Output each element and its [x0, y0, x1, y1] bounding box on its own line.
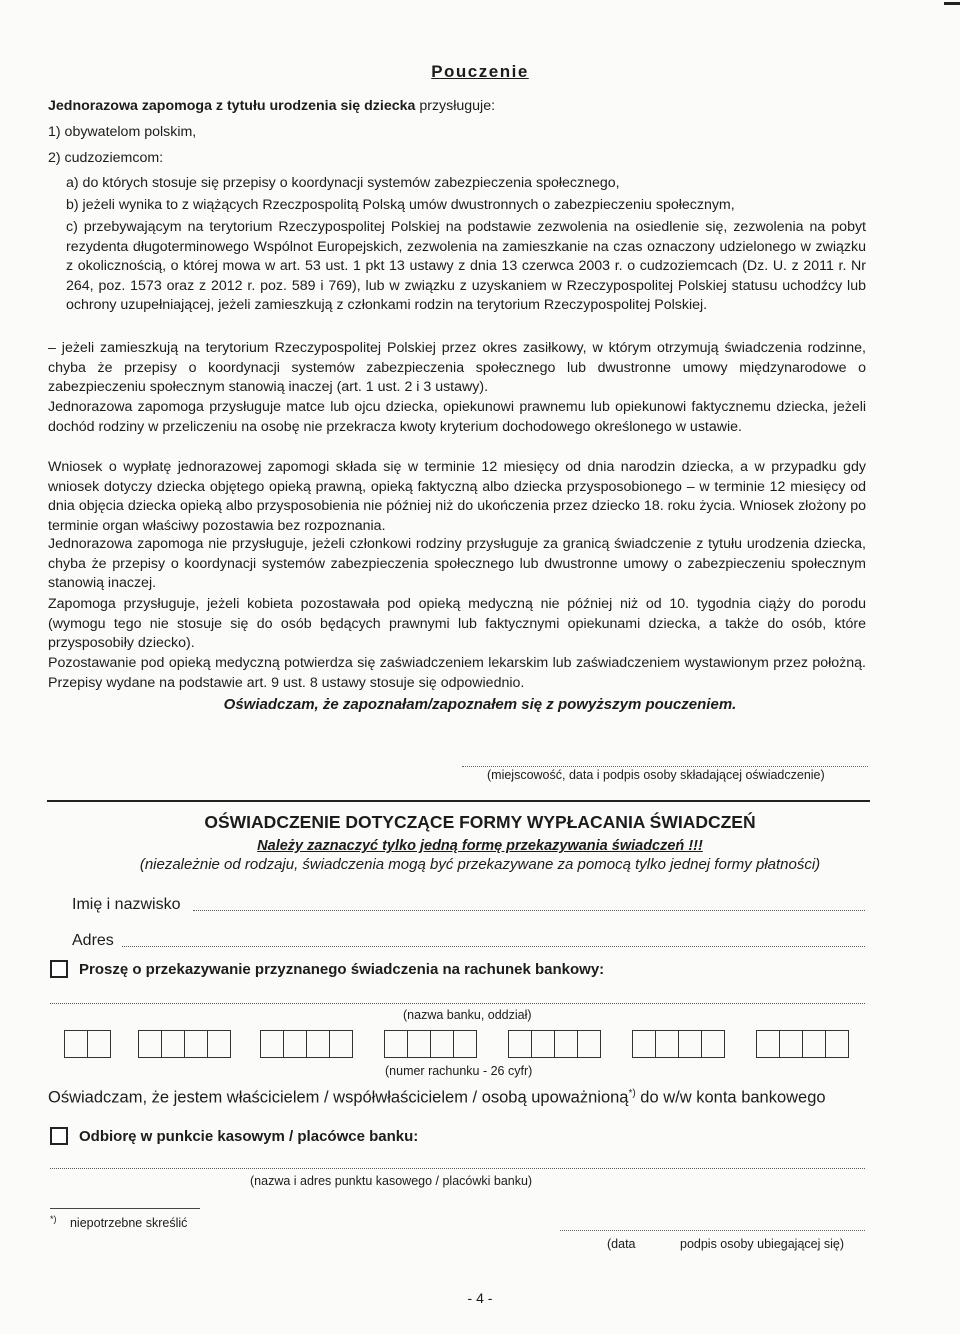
digit-box[interactable]: [283, 1030, 307, 1058]
footnote-rule: [50, 1208, 200, 1209]
intro-bold: Jednorazowa zapomoga z tytułu urodzenia się dziecka: [48, 98, 416, 114]
digit-box[interactable]: [756, 1030, 780, 1058]
name-field[interactable]: [193, 910, 865, 911]
footnote-marker: *): [50, 1214, 57, 1224]
digit-box[interactable]: [306, 1030, 330, 1058]
signature-line-2[interactable]: [560, 1230, 865, 1231]
declaration: Oświadczam, że zapoznałam/zapoznałem się z powyższym pouczeniem.: [223, 696, 737, 713]
digit-box[interactable]: [138, 1030, 162, 1058]
item-dash: – jeżeli zamieszkują na terytorium Rzeczypospolitej Polskiej przez okres zasiłkowy, w którym otrzymują świadczenia rodzinne, chyba że przepisy o koordynacji systemów zabezpieczenia społecznego lub dwustronne umowy międzynarodowe o zabezpieczeniu społecznym stanowią inaczej (art. 1 ust. 2 i 3 ustawy).: [48, 340, 866, 395]
digit-box[interactable]: [384, 1030, 408, 1058]
digit-box[interactable]: [701, 1030, 725, 1058]
digit-box[interactable]: [207, 1030, 231, 1058]
paragraph-2: Wniosek o wypłatę jednorazowej zapomogi składa się w terminie 12 miesięcy od dnia narodzin dziecka, a w przypadku gdy wniosek dotyczy dziecka objętego opieką prawną, opieką faktyczną albo dziecka przysposobionego – w terminie 12 miesięcy od dnia objęcia dziecka opieką albo przysposobienia nie później niż do ukończenia przez dziecko 18. roku życia. Wniosek złożony po terminie organ właściwy pozostawia bez rozpoznania.: [48, 459, 866, 534]
owner-statement-text: Oświadczam, że jestem właścicielem / współwłaścicielem / osobą upoważnioną: [48, 1088, 629, 1107]
footnote-text: niepotrzebne skreślić: [69, 1216, 188, 1231]
digit-box[interactable]: [453, 1030, 477, 1058]
paragraph-5: Pozostawanie pod opieką medyczną potwierdza się zaświadczeniem lekarskim lub zaświadczeniem wystawionym przez położną. Przepisy wydane na podstawie art. 9 ust. 8 ustawy stosuje się odpowiednio.: [48, 655, 866, 691]
scan-mark: [944, 2, 960, 5]
item-c: c) przebywającym na terytorium Rzeczypospolitej Polskiej na podstawie zezwolenia na osiedlenie się, zezwolenia na pobyt rezydenta długoterminowego Wspólnot Europejskich, zezwolenia na zamieszkanie na czas oznaczony udzielonego w związku z okolicznością, o której mowa w art. 53 ust. 1 pkt 13 ustawy z dnia 13 czerwca 2003 r. o cudzoziemcach (Dz. U. z 2011 r. Nr 264, poz. 1573 oraz z 2012 r. poz. 589 i 769), lub w związku z uzyskaniem w Rzeczypospolitej Polskiej statusu uchodźcy lub ochrony uzupełniającej, jeżeli zamieszkują z członkami rodzin na terytorium Rzeczypospolitej Polskiej.: [66, 219, 866, 313]
digit-box[interactable]: [430, 1030, 454, 1058]
digit-box[interactable]: [161, 1030, 185, 1058]
section-instruction: Należy zaznaczyć tylko jedną formę przekazywania świadczeń !!!: [257, 838, 703, 854]
signature-caption-1: (miejscowość, data i podpis osoby składającej oświadczenie): [487, 768, 825, 782]
digit-box[interactable]: [329, 1030, 353, 1058]
section-heading: OŚWIADCZENIE DOTYCZĄCE FORMY WYPŁACANIA ŚWIADCZEŃ: [204, 812, 756, 832]
bank-transfer-checkbox[interactable]: [50, 960, 68, 978]
signature-sign-caption: podpis osoby ubiegającej się): [680, 1237, 844, 1251]
item-b: b) jeżeli wynika to z wiążących Rzeczpospolitą Polską umów dwustronnych o zabezpieczeniu społecznym,: [66, 197, 735, 213]
owner-statement-tail: do w/w konta bankowego: [635, 1088, 826, 1107]
signature-date-caption: (data: [607, 1237, 636, 1251]
page-number: - 4 -: [467, 1290, 493, 1306]
digit-box[interactable]: [802, 1030, 826, 1058]
digit-box[interactable]: [577, 1030, 601, 1058]
footnote: [50, 1214, 187, 1230]
bank-name-caption: (nazwa banku, oddział): [403, 1008, 532, 1022]
account-number-boxes[interactable]: [62, 1030, 862, 1058]
digit-box[interactable]: [407, 1030, 431, 1058]
cash-pickup-label: Odbiorę w punkcie kasowym / placówce banku:: [79, 1128, 419, 1145]
cash-point-field[interactable]: [50, 1168, 865, 1169]
owner-statement: [48, 1088, 826, 1108]
cash-pickup-checkbox[interactable]: [50, 1127, 68, 1145]
account-number-caption: (numer rachunku - 26 cyfr): [385, 1064, 533, 1078]
intro-line: [48, 98, 495, 114]
intro-rest: przysługuje:: [415, 98, 496, 114]
paragraph-4: Zapomoga przysługuje, jeżeli kobieta pozostawała pod opieką medyczną nie później niż od 10. tygodnia ciąży do porodu (wymogu tego nie stosuje się do osób będących prawnymi lub faktycznymi opiekunami dziecka, a także do osób, które przysposobiły dziecko).: [48, 596, 866, 651]
digit-box[interactable]: [64, 1030, 88, 1058]
page-title: Pouczenie: [431, 62, 529, 81]
name-label: Imię i nazwisko: [72, 896, 181, 913]
digit-box[interactable]: [87, 1030, 111, 1058]
item-1: 1) obywatelom polskim,: [48, 124, 197, 140]
address-field[interactable]: [122, 946, 865, 947]
digit-box[interactable]: [779, 1030, 803, 1058]
bank-name-field[interactable]: [50, 1003, 865, 1004]
digit-box[interactable]: [678, 1030, 702, 1058]
digit-box[interactable]: [632, 1030, 656, 1058]
item-a: a) do których stosuje się przepisy o koordynacji systemów zabezpieczenia społecznego,: [66, 175, 620, 191]
cash-point-caption: (nazwa i adres punktu kasowego / placówki banku): [250, 1174, 533, 1188]
digit-box[interactable]: [655, 1030, 679, 1058]
item-2: 2) cudzoziemcom:: [48, 150, 164, 166]
divider: [47, 800, 870, 802]
digit-box[interactable]: [184, 1030, 208, 1058]
signature-line-1[interactable]: [462, 766, 868, 767]
digit-box[interactable]: [260, 1030, 284, 1058]
digit-box[interactable]: [508, 1030, 532, 1058]
address-label: Adres: [72, 932, 114, 949]
owner-footnote-marker: *): [628, 1088, 636, 1099]
digit-box[interactable]: [531, 1030, 555, 1058]
digit-box[interactable]: [825, 1030, 849, 1058]
digit-box[interactable]: [554, 1030, 578, 1058]
paragraph-3: Jednorazowa zapomoga nie przysługuje, jeżeli członkowi rodziny przysługuje za granicą świadczenie z tytułu urodzenia dziecka, chyba że przepisy o koordynacji systemów zabezpieczenia społecznego lub dwustronne umowy o zabezpieczeniu społecznym stanowią inaczej.: [48, 536, 866, 591]
bank-transfer-label: Proszę o przekazywanie przyznanego świadczenia na rachunek bankowy:: [79, 961, 605, 978]
section-note: (niezależnie od rodzaju, świadczenia mogą być przekazywane za pomocą tylko jednej formy płatności): [139, 856, 821, 873]
paragraph-1: Jednorazowa zapomoga przysługuje matce lub ojcu dziecka, opiekunowi prawnemu lub opiekunowi faktycznemu dziecka, jeżeli dochód rodziny w przeliczeniu na osobę nie przekracza kwoty kryterium dochodowego określonego w ustawie.: [48, 399, 866, 435]
